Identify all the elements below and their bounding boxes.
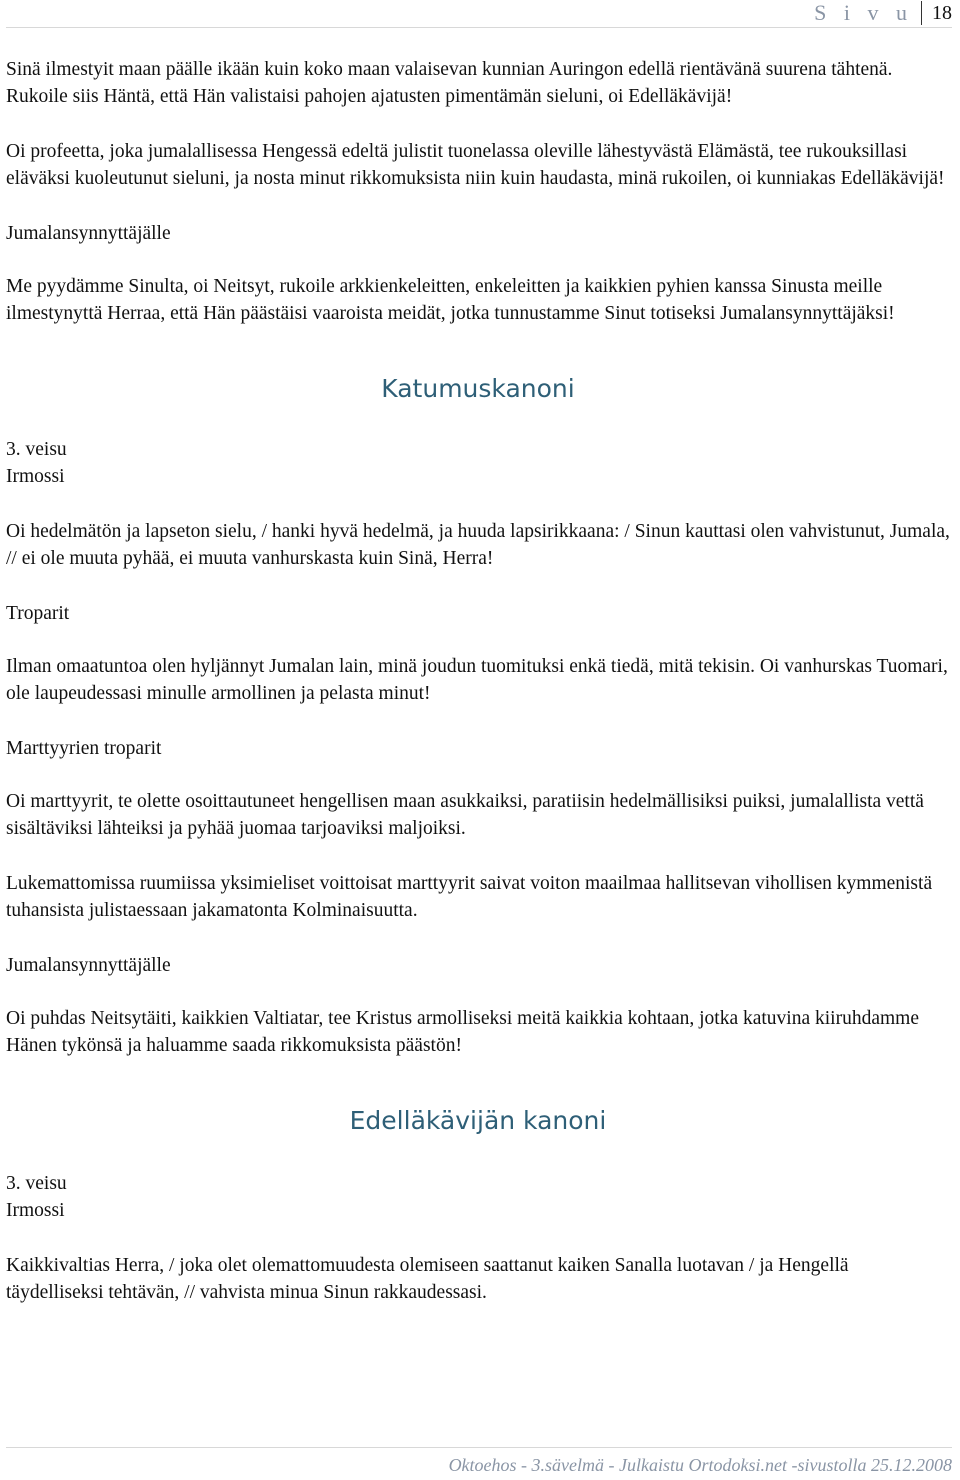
irmos-label: Irmossi bbox=[6, 466, 65, 487]
section-label: Jumalansynnyttäjälle bbox=[6, 223, 171, 244]
section-label: Jumalansynnyttäjälle bbox=[6, 955, 171, 976]
irmos-label: Irmossi bbox=[6, 1200, 65, 1221]
section-title: Edelläkävijän kanoni bbox=[349, 1106, 607, 1135]
paragraph: Me pyydämme Sinulta, oi Neitsyt, rukoile arkkienkeleitten, enkeleitten ja kaikkien pyhien kanssa Sinusta meille ilmestynyttä Herraa, että Hän päästäisi vaaroista meidät, jotka tunnustamme Sinut totiseksi Jumalansynnyttäjäksi! bbox=[6, 276, 895, 324]
paragraph: Oi profeetta, joka jumalallisessa Hengessä edeltä julistit tuonelassa oleville lähestyvästä Elämästä, tee rukouksillasi eläväksi kuoleutunut sieluni, ja nosta minut rikkomuksista niin kuin haudasta, minä rukoilen, oi kunniakas Edelläkävijä! bbox=[6, 141, 945, 189]
paragraph: Oi marttyyrit, te olette osoittautuneet hengellisen maan asukkaiksi, paratiisin hedelmällisiksi puiksi, jumalallista vettä sisältäviksi lähteiksi ja pyhää juomaa tarjoaviksi maljoiksi. bbox=[6, 791, 924, 839]
paragraph: Lukemattomissa ruumiissa yksimieliset voittoisat marttyyrit saivat voiton maailmaa hallitsevan vihollisen kymmenistä tuhansista julistaessaan jakamatonta Kolminaisuutta. bbox=[6, 873, 933, 921]
paragraph: Ilman omaatuntoa olen hyljännyt Jumalan lain, minä joudun tuomituksi enkä tiedä, mitä tekisin. Oi vanhurskas Tuomari, ole laupeudessasi minulle armollinen ja pelasta minut! bbox=[6, 656, 948, 704]
page-number: 18 bbox=[932, 2, 952, 24]
document-body bbox=[6, 56, 950, 1334]
paragraph: Sinä ilmestyit maan päälle ikään kuin koko maan valaisevan kunnian Auringon edellä rientävänä suurena tähtenä. Rukoile siis Häntä, että Hän valistaisi pahojen ajatusten pimentämän sieluni, oi Edelläkävijä! bbox=[6, 59, 893, 107]
ode-label: 3. veisu bbox=[6, 1173, 67, 1194]
page-header bbox=[814, 0, 952, 26]
ode-label: 3. veisu bbox=[6, 439, 67, 460]
section-label: Marttyyrien troparit bbox=[6, 738, 162, 759]
paragraph: Kaikkivaltias Herra, / joka olet olemattomuudesta olemiseen saattanut kaiken Sanalla luotavan / ja Hengellä täydelliseksi tehtävän, // vahvista minua Sinun rakkaudessasi. bbox=[6, 1255, 849, 1303]
section-label: Troparit bbox=[6, 603, 70, 624]
header-divider bbox=[6, 27, 952, 28]
paragraph: Oi hedelmätön ja lapseton sielu, / hanki hyvä hedelmä, ja huuda lapsirikkaana: / Sinun kauttasi olen vahvistunut, Jumala, // ei ole muuta pyhää, ei muuta vanhurskasta kuin Sinä, Herra! bbox=[6, 521, 950, 569]
paragraph: Oi puhdas Neitsytäiti, kaikkien Valtiatar, tee Kristus armolliseksi meitä kaikkia kohtaan, jotka katuvina kiiruhdamme Hänen tykönsä ja haluamme saada rikkomuksista päästön! bbox=[6, 1008, 919, 1056]
page-footer: Oktoehos - 3.sävelmä - Julkaistu Ortodoksi.net -sivustolla 25.12.2008 bbox=[6, 1447, 952, 1480]
page-label: S i v u bbox=[814, 1, 922, 25]
section-title: Katumuskanoni bbox=[381, 374, 575, 403]
